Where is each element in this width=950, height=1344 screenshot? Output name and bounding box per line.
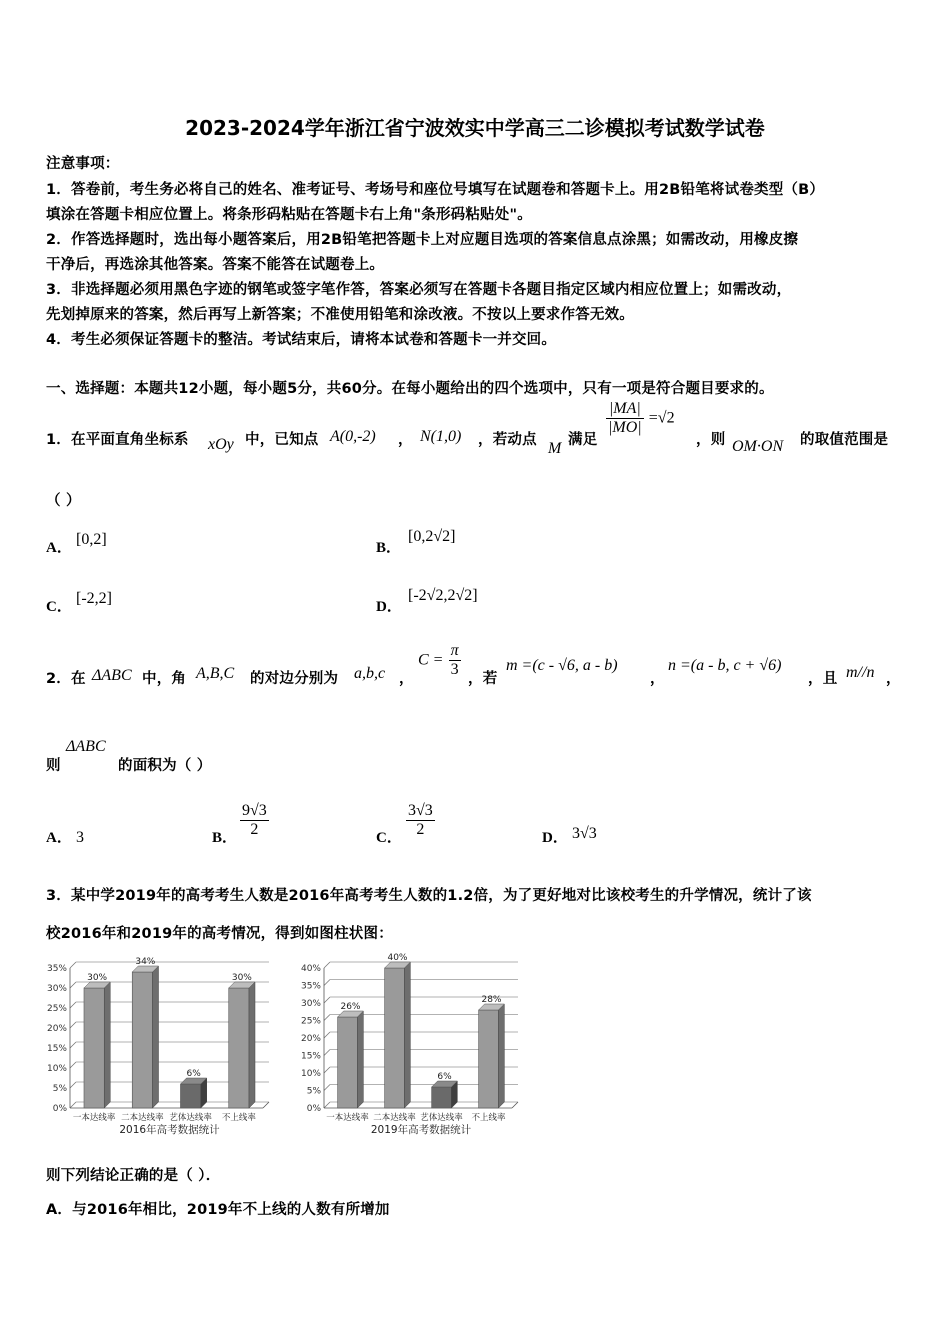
y-tick-label: 25% [300,1016,321,1027]
q2-text: ，若 [468,671,498,687]
q2-text: 2．在 [46,671,86,687]
data-label: 6% [186,1069,201,1079]
y-tick-label: 40% [300,964,321,974]
q2-pi-den: 3 [450,661,459,678]
grid-line-diag [324,1015,330,1021]
grid-line-diag [70,1002,76,1008]
q2-option-b[interactable] [240,802,269,839]
q1-point-m: M [548,440,562,457]
q2-text: ， [886,671,901,687]
bar-side [249,982,255,1108]
q2-option-c[interactable] [406,802,435,839]
q1-text: ， [398,432,413,448]
y-tick-label: 30% [46,984,67,994]
notice-line: 3．非选择题必须用黑色字迹的钢笔或签字笔作答，答案必须写在答题卡各题目指定区域内相应位置上；如需改动， [46,282,792,298]
grid-line-diag [70,982,76,988]
q2-c-den: 2 [416,821,425,838]
y-tick-label: 15% [300,1051,321,1062]
q1-option-a[interactable]: [0,2] [76,531,107,548]
q1-paren: （ ） [46,493,81,509]
x-axis-diag [512,1102,518,1108]
q3-prompt: 则下列结论正确的是（ ）． [46,1168,221,1184]
q2-c-eq: C = [418,651,444,669]
q1-ratio [606,400,675,437]
notice-line: 填涂在答题卡相应位置上。将条形码粘贴在答题卡右上角"条形码粘贴处"。 [46,207,532,223]
bar [84,988,104,1108]
y-tick-label: 10% [300,1069,321,1079]
q2-angle-c [418,642,461,679]
q1-ratio-eq: =√2 [648,409,675,427]
y-tick-label: 20% [46,1024,67,1034]
y-tick-label: 5% [306,1086,321,1097]
bar [180,1084,200,1108]
y-tick-label: 30% [300,999,321,1009]
notice-line: 2．作答选择题时，选出每小题答案后，用2B铅笔把答题卡上对应题目选项的答案信息点涂黑；如需改动，用橡皮擦 [46,232,799,248]
chart-title: 2016年高考数据统计 [119,1124,220,1136]
data-label: 28% [481,995,502,1005]
grid-line-diag [324,1050,330,1056]
bar-side [104,982,110,1108]
grid-line-diag [324,1085,330,1091]
bar [432,1087,452,1108]
q2-b-den: 2 [250,821,259,838]
grid-line-diag [70,1022,76,1028]
q3-line: 3．某中学2019年的高考考生人数是2016年高考考生人数的1.2倍，为了更好地对比该校考生的升学情况，统计了该 [46,888,812,904]
q1-text: 满足 [568,432,598,448]
q2-text: 的对边分别为 [250,671,339,687]
chart-2019 [298,950,528,1146]
x-tick-label: 二本达线率 [121,1113,164,1123]
q2-c-num: 3√3 [408,802,433,819]
q2-vector-m: m =(c - √6, a - b) [506,657,618,674]
bar [132,972,152,1108]
q1-option-d-label: D． [376,599,402,615]
q1-ratio-den: |MO| [608,419,642,436]
grid-line-diag [324,962,330,968]
x-tick-label: 艺体达线率 [420,1113,463,1123]
q2-text: 则 [46,758,61,774]
grid-line-diag [324,1102,330,1108]
bar-side [498,1004,504,1108]
q2-pi-num: π [450,642,459,659]
q2-option-c-label: C． [376,830,402,846]
q2-option-b-label: B． [212,830,238,846]
q2-vector-n: n =(a - b, c + √6) [668,657,782,674]
bar-side [153,966,159,1108]
x-tick-label: 一本达线率 [326,1113,369,1123]
x-tick-label: 不上线率 [471,1113,506,1123]
bar [385,968,405,1108]
bar [229,988,249,1108]
grid-line-diag [324,1067,330,1073]
x-tick-label: 二本达线率 [373,1113,416,1123]
data-label: 26% [340,1002,361,1012]
q2-triangle: ΔABC [66,738,106,755]
grid-line-diag [70,1042,76,1048]
q2-sides: a,b,c [354,665,386,682]
q2-option-a-label: A． [46,830,72,846]
q3-option-a[interactable]: A．与2016年相比，2019年不上线的人数有所增加 [46,1202,390,1218]
y-tick-label: 15% [46,1044,67,1054]
q2-b-num: 9√3 [242,802,267,819]
grid-line-diag [324,1032,330,1038]
page-title: 2023-2024学年浙江省宁波效实中学高三二诊模拟考试数学试卷 [185,116,765,140]
q1-text: 1．在平面直角坐标系 [46,432,189,448]
notice-line: 先划掉原来的答案，然后再写上新答案；不准使用铅笔和涂改液。不按以上要求作答无效。 [46,307,634,323]
q1-xoy: xOy [208,436,234,453]
q2-text: 中，角 [142,671,187,687]
bar-side [357,1011,363,1108]
q1-option-a-label: A． [46,540,72,556]
notice-line: 4．考生必须保证答题卡的整洁。考试结束后，请将本试卷和答题卡一并交回。 [46,332,557,348]
q2-text: ， [399,671,414,687]
q2-triangle: ΔABC [92,667,132,684]
q1-text: ，则 [696,432,726,448]
y-tick-label: 0% [52,1104,67,1114]
x-tick-label: 不上线率 [221,1113,256,1123]
q1-option-b-label: B． [376,540,402,556]
y-tick-label: 5% [52,1084,67,1094]
q1-point-a: A(0,-2) [330,428,376,445]
q2-option-d[interactable]: 3√3 [572,825,597,842]
grid-line-diag [324,997,330,1003]
grid-line-diag [324,980,330,986]
q2-angles: A,B,C [196,665,235,682]
data-label: 30% [231,973,252,983]
q1-ratio-num: |MA| [606,400,644,419]
q1-text: ，若动点 [478,432,537,448]
q1-dot-product: OM·ON [732,438,784,455]
x-tick-label: 一本达线率 [72,1113,116,1123]
grid-line-diag [70,1102,76,1108]
data-label: 6% [437,1072,452,1082]
y-tick-label: 25% [46,1004,67,1014]
q2-parallel: m//n [846,664,875,681]
x-axis-diag [263,1102,269,1108]
q1-option-b[interactable]: [0,2√2] [408,528,456,545]
q2-text: ， [650,671,665,687]
q2-option-d-label: D． [542,830,568,846]
y-tick-label: 20% [300,1034,321,1044]
grid-line-diag [70,962,76,968]
q2-text: 的面积为（ ） [118,758,212,774]
bar-side [404,962,410,1108]
x-tick-label: 艺体达线率 [169,1113,212,1123]
notice-line: 1．答卷前，考生务必将自己的姓名、准考证号、考场号和座位号填写在试题卷和答题卡上。用2B铅笔将试卷类型（B） [46,182,825,198]
q1-point-n: N(1,0) [420,428,462,445]
data-label: 40% [387,953,408,963]
q3-line: 校2016年和2019年的高考情况，得到如图柱状图： [46,926,393,942]
y-tick-label: 35% [300,981,321,992]
chart-2016 [44,950,279,1146]
q1-text: 的取值范围是 [800,432,889,448]
data-label: 30% [87,973,108,983]
y-tick-label: 0% [306,1104,321,1114]
q1-option-c-label: C． [46,599,72,615]
q1-text: 中，已知点 [245,432,319,448]
notice-line: 干净后，再选涂其他答案。答案不能答在试题卷上。 [46,257,385,273]
q2-option-a[interactable]: 3 [76,829,84,846]
section-heading: 一、选择题：本题共12小题，每小题5分，共60分。在每小题给出的四个选项中，只有一项是符合题目要求的。 [46,381,774,397]
y-tick-label: 35% [46,964,67,974]
grid-line-diag [70,1082,76,1088]
notice-heading: 注意事项： [46,156,120,172]
grid-line-diag [70,1062,76,1068]
bar [479,1010,499,1108]
data-label: 34% [135,957,156,967]
chart-title: 2019年高考数据统计 [370,1124,472,1136]
q2-text: ，且 [808,671,838,687]
bar [338,1017,358,1108]
y-tick-label: 10% [46,1064,67,1074]
q1-option-d[interactable]: [-2√2,2√2] [408,587,478,604]
q1-option-c[interactable]: [-2,2] [76,590,112,607]
